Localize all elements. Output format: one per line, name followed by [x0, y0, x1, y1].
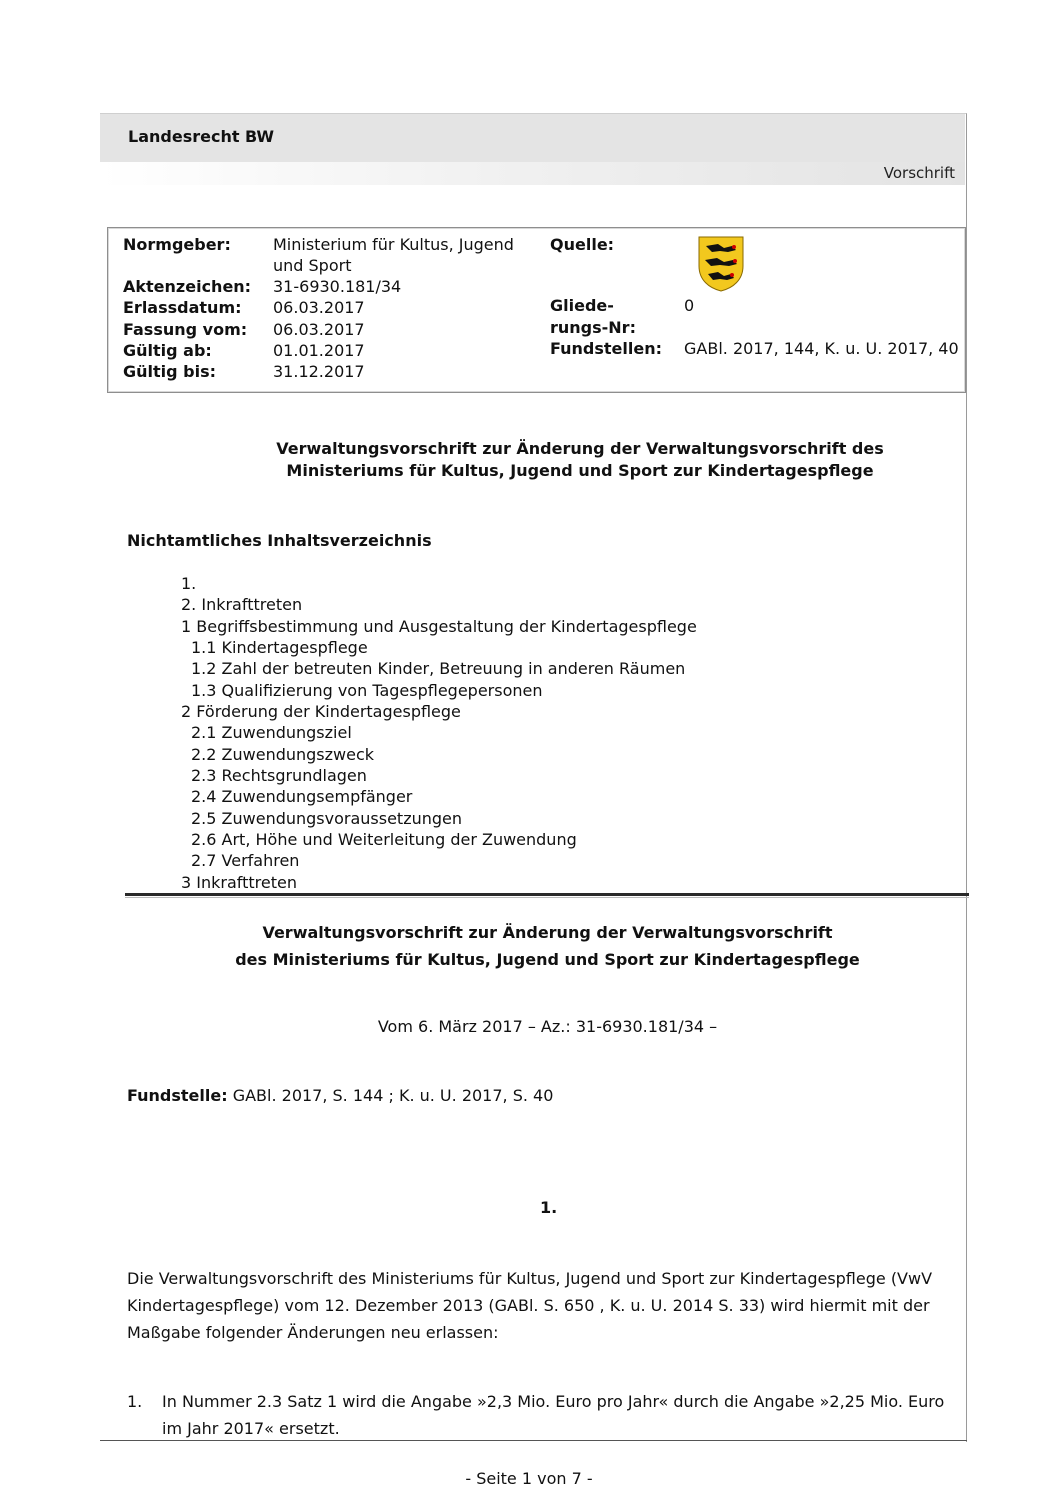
toc-divider [125, 893, 969, 896]
normgeber-label: Normgeber: [123, 235, 231, 254]
document-title [180, 438, 980, 482]
metadata-box [107, 227, 966, 393]
toc-item[interactable]: 3 Inkrafttreten [181, 872, 297, 892]
toc-heading: Nichtamtliches Inhaltsverzeichnis [127, 531, 432, 550]
page-bottom-rule [100, 1440, 967, 1441]
aktenzeichen-label: Aktenzeichen: [123, 277, 252, 296]
normgeber-value-1: Ministerium für Kultus, Jugend [273, 235, 514, 254]
header-bar [100, 114, 965, 162]
toc-item[interactable]: 2.2 Zuwendungszweck [191, 744, 375, 764]
erlassdatum-label: Erlassdatum: [123, 298, 242, 317]
table-of-contents [181, 573, 697, 893]
toc-item[interactable]: 1. [181, 574, 197, 593]
toc-item[interactable]: 2.6 Art, Höhe und Weiterleitung der Zuwendung [191, 830, 577, 850]
fundstellen-label: Fundstellen: [550, 339, 662, 358]
date-line: Vom 6. März 2017 – Az.: 31-6930.181/34 – [377, 1017, 718, 1036]
list-item-number: 1. [127, 1392, 143, 1411]
body-title [200, 919, 895, 973]
document-title-line-1: Verwaltungsvorschrift zur Änderung der Verwaltungsvorschrift des [276, 439, 884, 458]
toc-item[interactable]: 2.4 Zuwendungsempfänger [191, 787, 413, 807]
document-title-line-2: Ministeriums für Kultus, Jugend und Sport zur Kindertagespflege [286, 461, 874, 480]
fundstellen-value: GABl. 2017, 144, K. u. U. 2017, 40 [684, 339, 959, 358]
document-type-label: Vorschrift [883, 164, 955, 182]
fundstelle [127, 1086, 553, 1105]
toc-item[interactable]: 1.3 Qualifizierung von Tagespflegepersonen [191, 680, 543, 700]
document-type-bar [100, 162, 965, 185]
toc-item[interactable]: 1 Begriffsbestimmung und Ausgestaltung der Kindertagespflege [181, 616, 697, 636]
toc-item[interactable]: 2.7 Verfahren [191, 851, 300, 871]
gliederung-value: 0 [684, 296, 695, 315]
gliederung-label-1: Gliede- [550, 296, 614, 315]
gueltig-bis-value: 31.12.2017 [273, 362, 365, 381]
toc-divider-shadow [125, 897, 969, 898]
fundstelle-label: Fundstelle: [127, 1086, 228, 1105]
toc-item[interactable]: 2. Inkrafttreten [181, 595, 303, 615]
toc-item[interactable]: 2.3 Rechtsgrundlagen [191, 766, 367, 786]
section-number: 1. [540, 1198, 558, 1217]
toc-item[interactable]: 2 Förderung der Kindertagespflege [181, 702, 461, 722]
toc-item[interactable]: 1.2 Zahl der betreuten Kinder, Betreuung in anderen Räumen [191, 659, 686, 679]
toc-item[interactable]: 2.5 Zuwendungsvoraussetzungen [191, 808, 463, 828]
erlassdatum-value: 06.03.2017 [273, 298, 365, 317]
list-item-text: In Nummer 2.3 Satz 1 wird die Angabe »2,3 Mio. Euro pro Jahr« durch die Angabe »2,25 Mio. Euro im Jahr 2017« ersetzt. [162, 1392, 945, 1438]
gliederung-label-2: rungs-Nr: [550, 318, 636, 337]
page-footer: - Seite 1 von 7 - [465, 1469, 593, 1488]
toc-item[interactable]: 1.1 Kindertagespflege [191, 638, 368, 658]
body-title-line-1: Verwaltungsvorschrift zur Änderung der Verwaltungsvorschrift [262, 923, 833, 942]
fassung-value: 06.03.2017 [273, 320, 365, 339]
fundstelle-value: GABl. 2017, S. 144 ; K. u. U. 2017, S. 40 [227, 1086, 554, 1105]
coat-of-arms-icon [698, 236, 744, 292]
fassung-label: Fassung vom: [123, 320, 248, 339]
quelle-label: Quelle: [550, 235, 615, 254]
aktenzeichen-value: 31-6930.181/34 [273, 277, 402, 296]
gueltig-ab-value: 01.01.2017 [273, 341, 365, 360]
gueltig-ab-label: Gültig ab: [123, 341, 212, 360]
gueltig-bis-label: Gültig bis: [123, 362, 217, 381]
normgeber-value-2: und Sport [273, 256, 352, 275]
body-paragraph: Die Verwaltungsvorschrift des Ministeriums für Kultus, Jugend und Sport zur Kindertagespflege (VwV Kindertagespflege) vom 12. Dezember 2013 (GABl. S. 650 , K. u. U. 2014 S. 33) wird hiermit mit der Maßgabe folgender Änderungen neu erlassen: [127, 1269, 933, 1342]
toc-item[interactable]: 2.1 Zuwendungsziel [191, 723, 352, 743]
body-title-line-2: des Ministeriums für Kultus, Jugend und Sport zur Kindertagespflege [235, 950, 860, 969]
header-title: Landesrecht BW [128, 127, 275, 146]
